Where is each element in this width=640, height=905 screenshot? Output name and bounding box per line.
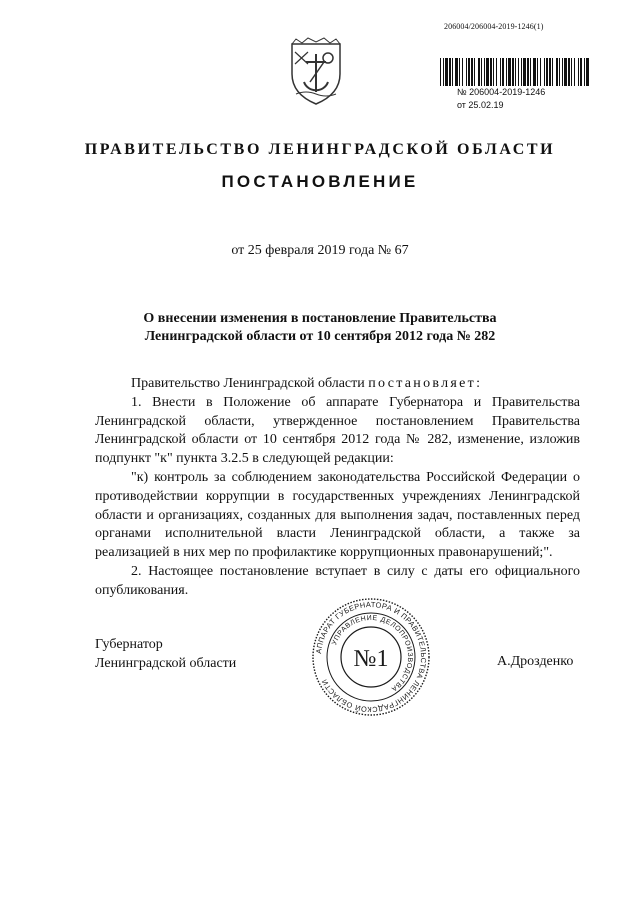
barcode-bar bbox=[449, 58, 451, 86]
stamp-inner-text: УПРАВЛЕНИЕ ДЕЛОПРОИЗВОДСТВА bbox=[331, 614, 414, 693]
barcode-bar bbox=[537, 58, 538, 86]
barcode-bar bbox=[527, 58, 529, 86]
barcode-bar bbox=[493, 58, 494, 86]
barcode-bar bbox=[490, 58, 492, 86]
document-code: 206004/206004-2019-1246(1) bbox=[444, 22, 544, 31]
barcode-bar bbox=[523, 58, 526, 86]
signature-position bbox=[95, 635, 236, 673]
barcode-bar bbox=[474, 58, 475, 86]
document-subject bbox=[0, 310, 640, 346]
barcode-bar bbox=[484, 58, 485, 86]
barcode-bar bbox=[471, 58, 473, 86]
stamp-number: №1 bbox=[353, 646, 389, 672]
preamble-verb: постановляет: bbox=[368, 376, 483, 391]
barcode-bar bbox=[571, 58, 572, 86]
subject-line: Ленинградской области от 10 сентября 2012 года № 282 bbox=[144, 329, 496, 344]
barcode-bar bbox=[521, 58, 522, 86]
barcode-bar bbox=[515, 58, 516, 86]
barcode-bar bbox=[546, 58, 548, 86]
document-body bbox=[95, 375, 580, 601]
barcode-bar bbox=[518, 58, 519, 86]
barcode-bar bbox=[459, 58, 460, 86]
signature-position-line: Губернатор bbox=[95, 637, 163, 652]
stamp-outer-text: АППАРАТ ГУБЕРНАТОРА И ПРАВИТЕЛЬСТВА ЛЕНИНГРАДСКОЙ ОБЛАСТИ bbox=[314, 599, 429, 715]
barcode-bar bbox=[462, 58, 463, 86]
barcode-bar bbox=[440, 58, 441, 86]
registration-date: от 25.02.19 bbox=[457, 100, 504, 110]
preamble bbox=[95, 375, 580, 394]
clause-2: 2. Настоящее постановление вступает в силу с даты его официального опубликования. bbox=[95, 563, 580, 598]
organization-title: ПРАВИТЕЛЬСТВО ЛЕНИНГРАДСКОЙ ОБЛАСТИ bbox=[84, 141, 556, 158]
barcode-bar bbox=[530, 58, 531, 86]
barcode-image bbox=[440, 58, 590, 86]
barcode-bar bbox=[559, 58, 560, 86]
document-date-number: от 25 февраля 2019 года № 67 bbox=[231, 243, 409, 258]
barcode-bar bbox=[544, 58, 545, 86]
signature-position-line: Ленинградской области bbox=[95, 656, 237, 671]
barcode-bar bbox=[502, 58, 504, 86]
barcode-bar bbox=[580, 58, 582, 86]
subject-line: О внесении изменения в постановление Правительства bbox=[143, 311, 497, 326]
barcode-bar bbox=[578, 58, 579, 86]
barcode-bar bbox=[478, 58, 480, 86]
barcode-bar bbox=[574, 58, 575, 86]
barcode-bar bbox=[445, 58, 448, 86]
barcode-bar bbox=[455, 58, 458, 86]
barcode-bar bbox=[468, 58, 470, 86]
barcode-bar bbox=[552, 58, 553, 86]
barcode-bar bbox=[533, 58, 536, 86]
barcode-bar bbox=[564, 58, 567, 86]
barcode-bar bbox=[549, 58, 551, 86]
barcode-bar bbox=[584, 58, 585, 86]
barcode-bar bbox=[443, 58, 444, 86]
official-stamp bbox=[310, 596, 432, 718]
clause-1: 1. Внести в Положение об аппарате Губернатора и Правительства Ленинградской области, утвержденное постановлением Правительства Ленинградской области от 10 сентября 2012 года № 282, изменение, изложив подпункт "к" пункта 3.2.5 в следующей редакции: bbox=[95, 394, 580, 467]
barcode-bar bbox=[586, 58, 589, 86]
barcode-bar bbox=[486, 58, 489, 86]
barcode-bar bbox=[496, 58, 497, 86]
barcode-bar bbox=[506, 58, 507, 86]
barcode-bar bbox=[540, 58, 541, 86]
barcode-bar bbox=[556, 58, 558, 86]
registration-number: № 206004-2019-1246 bbox=[457, 87, 546, 97]
barcode-bar bbox=[452, 58, 453, 86]
coat-of-arms-icon bbox=[286, 36, 346, 106]
preamble-lead: Правительство Ленинградской области bbox=[131, 376, 369, 391]
barcode-bar bbox=[508, 58, 511, 86]
document-type-heading: ПОСТАНОВЛЕНИЕ bbox=[221, 172, 419, 191]
barcode-bar bbox=[568, 58, 570, 86]
barcode-bar bbox=[481, 58, 482, 86]
amendment-quote: "к) контроль за соблюдением законодательства Российской Федерации о противодействии коррупции в государственных учреждениях Ленинградской области и организациях, созданных для выполнения задач, поставленных перед органами исполнительной власти Ленинградской области, а также за реализацией в них мер по профилактике коррупционных правонарушений;". bbox=[95, 469, 580, 561]
barcode-bar bbox=[500, 58, 501, 86]
barcode-bar bbox=[466, 58, 467, 86]
signatory-name: А.Дрозденко bbox=[497, 654, 574, 669]
barcode-bar bbox=[512, 58, 514, 86]
barcode-bar bbox=[562, 58, 563, 86]
